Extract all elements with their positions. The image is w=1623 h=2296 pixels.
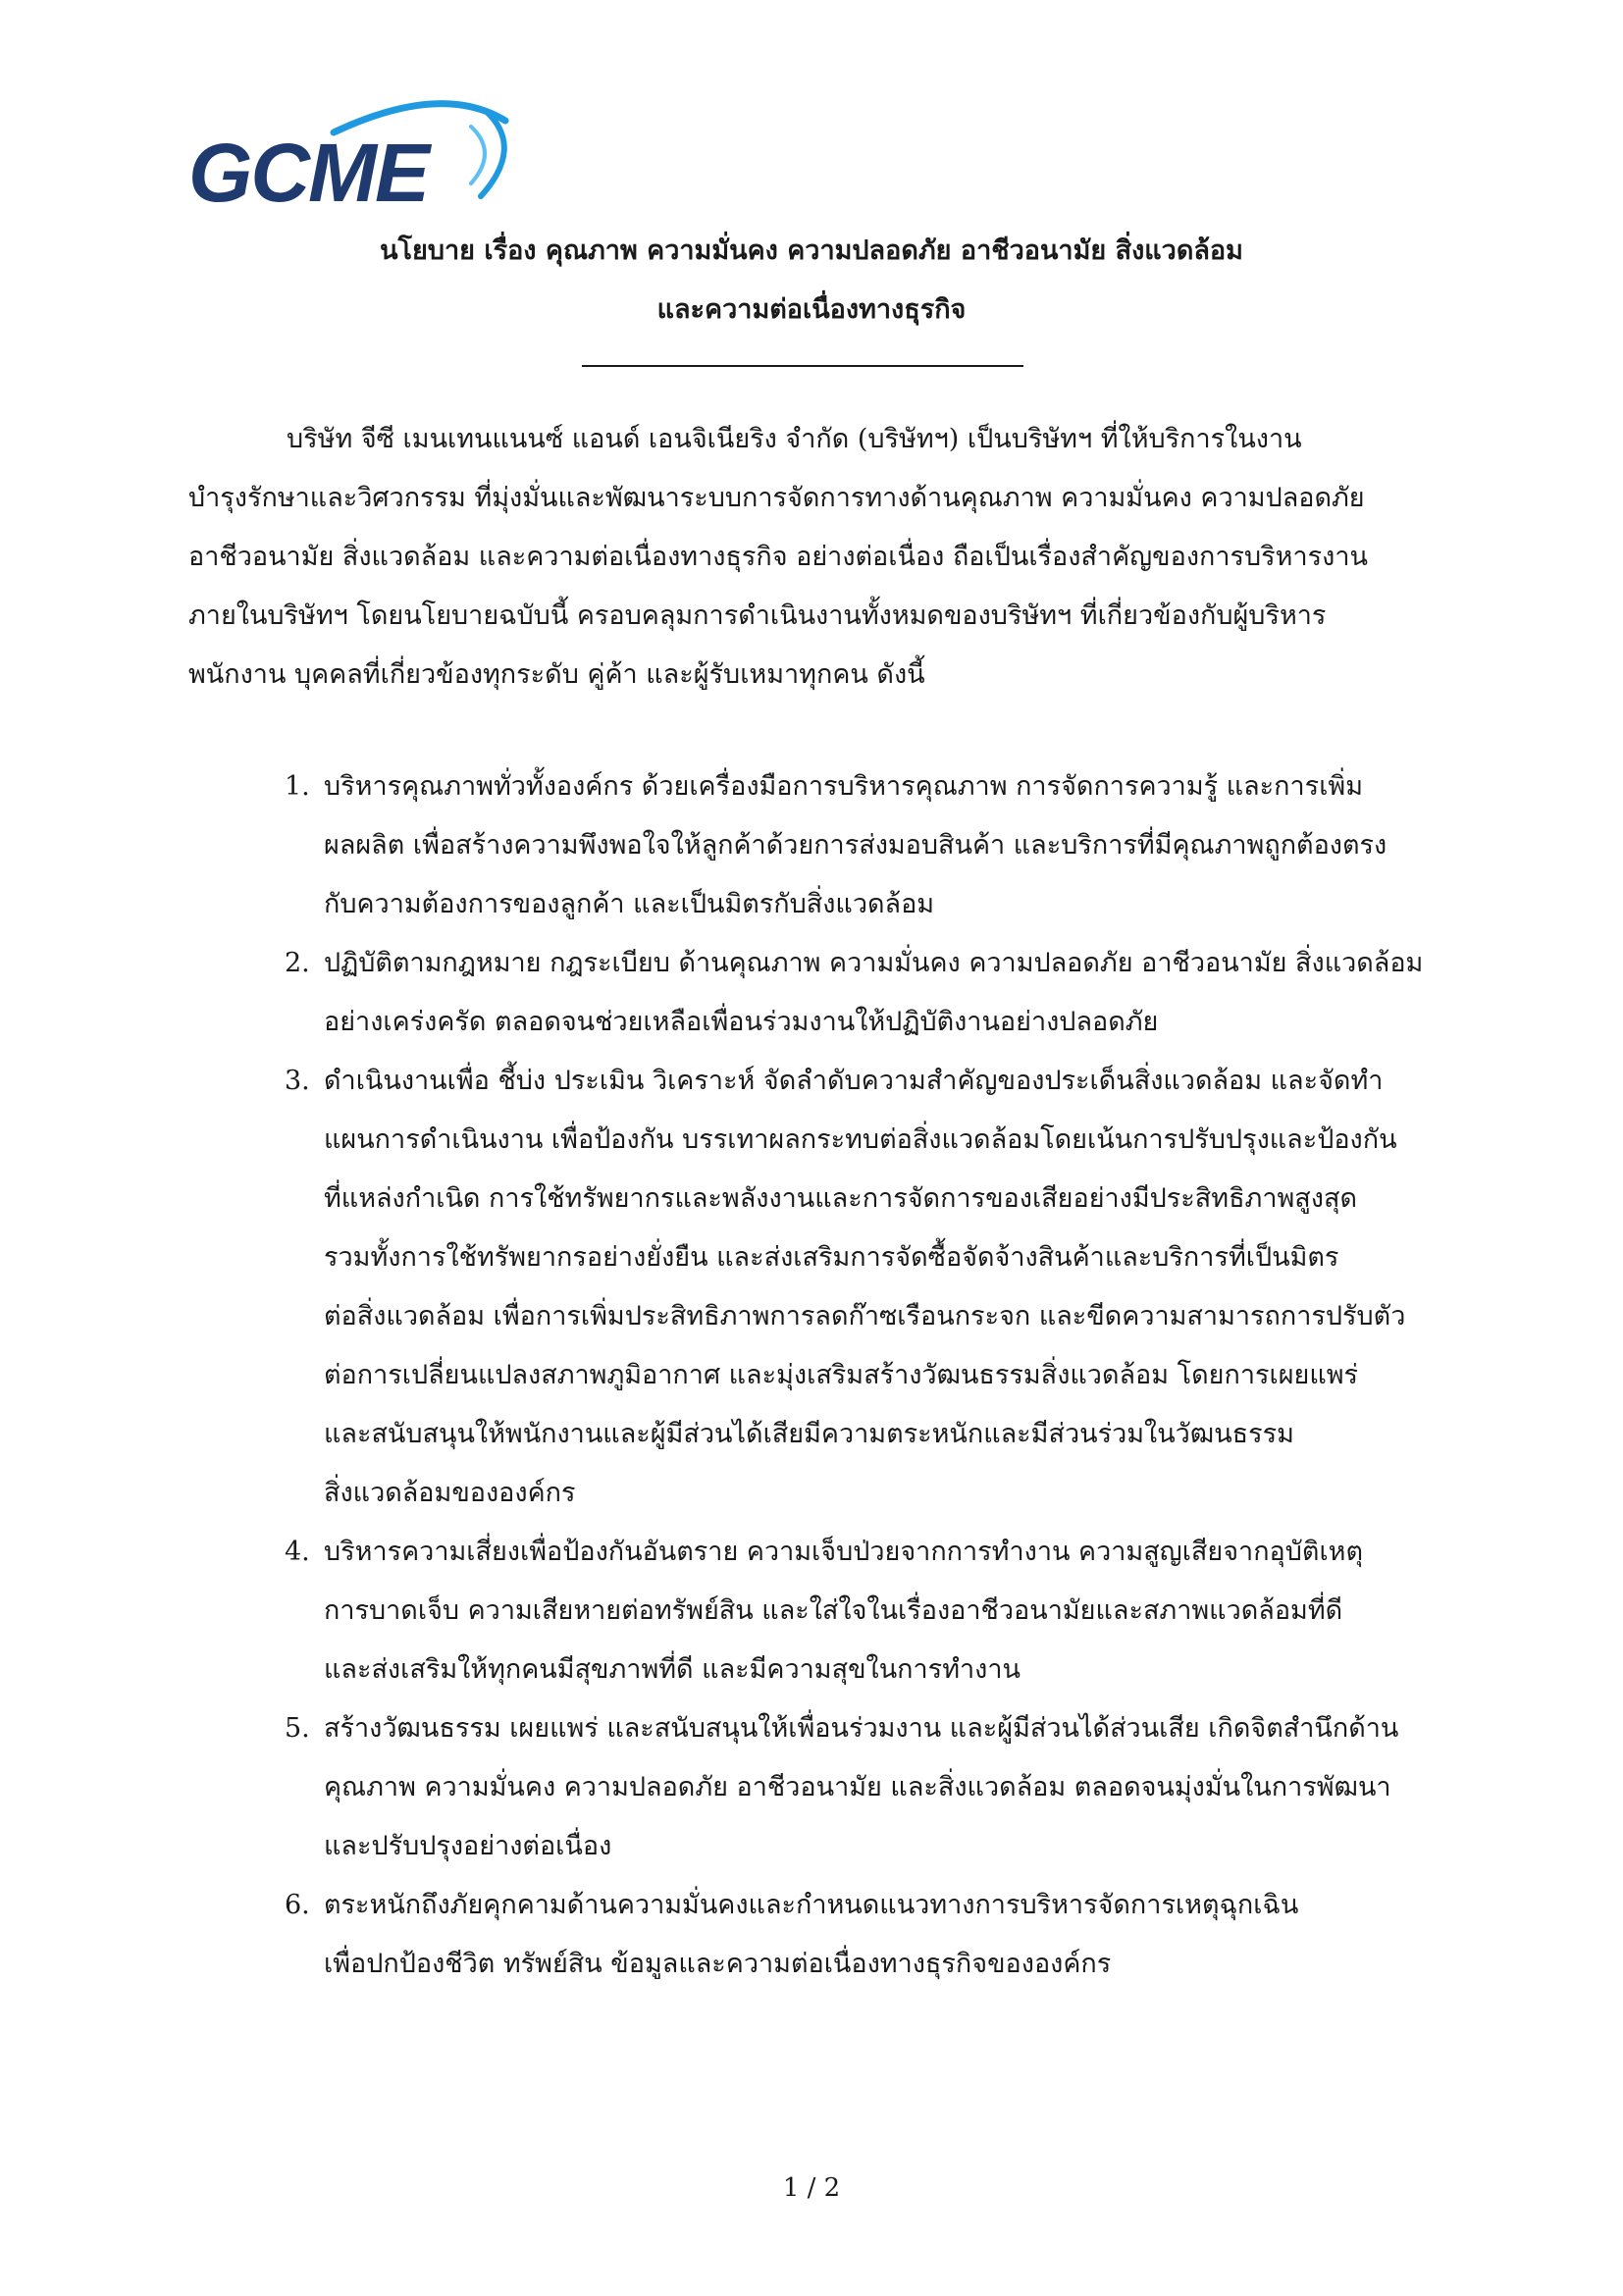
intro-line: บำรุงรักษาและวิศวกรรม ที่มุ่งมั่นและพัฒนาระบบการจัดการทางด้านคุณภาพ ความมั่นคง ความปลอดภัย	[188, 483, 1365, 513]
item-line: เพื่อปกป้องชีวิต ทรัพย์สิน ข้อมูลและความต่อเนื่องทางธุรกิจขององค์กร	[324, 1949, 1112, 1979]
svg-text:GCME: GCME	[188, 127, 428, 216]
item-line: อย่างเคร่งครัด ตลอดจนช่วยเหลือเพื่อนร่วมงานให้ปฏิบัติงานอย่างปลอดภัย	[324, 1007, 1159, 1037]
item-number: 5.	[285, 1713, 310, 1744]
item-number: 1.	[285, 771, 310, 802]
item-line: คุณภาพ ความมั่นคง ความปลอดภัย อาชีวอนามัย และสิ่งแวดล้อม ตลอดจนมุ่งมั่นในการพัฒนา	[324, 1772, 1391, 1802]
item-line: ต่อสิ่งแวดล้อม เพื่อการเพิ่มประสิทธิภาพการลดก๊าซเรือนกระจก และขีดความสามารถการปรับตัว	[324, 1301, 1406, 1331]
item-line: การบาดเจ็บ ความเสียหายต่อทรัพย์สิน และใส่ใจในเรื่องอาชีวอนามัยและสภาพแวดล้อมที่ดี	[324, 1595, 1343, 1626]
policy-item	[285, 1699, 1462, 1876]
policy-item	[285, 1052, 1462, 1523]
item-line: ต่อการเปลี่ยนแปลงสภาพภูมิอากาศ และมุ่งเสริมสร้างวัฒนธรรมสิ่งแวดล้อม โดยการเผยแพร่	[324, 1360, 1359, 1390]
item-number: 3.	[285, 1066, 310, 1096]
item-line: ที่แหล่งกำเนิด การใช้ทรัพยากรและพลังงานและการจัดการของเสียอย่างมีประสิทธิภาพสูงสุด	[324, 1183, 1357, 1214]
page-number: 1 / 2	[782, 2173, 841, 2203]
item-number: 4.	[285, 1537, 310, 1567]
item-line: ผลผลิต เพื่อสร้างความพึงพอใจให้ลูกค้าด้วยการส่งมอบสินค้า และบริการที่มีคุณภาพถูกต้องตรง	[324, 830, 1387, 861]
item-line: แผนการดำเนินงาน เพื่อป้องกัน บรรเทาผลกระทบต่อสิ่งแวดล้อมโดยเน้นการปรับปรุงและป้องกัน	[324, 1124, 1397, 1155]
item-line: บริหารคุณภาพทั่วทั้งองค์กร ด้วยเครื่องมือการบริหารคุณภาพ การจัดการความรู้ และการเพิ่ม	[324, 771, 1364, 802]
item-line: รวมทั้งการใช้ทรัพยากรอย่างยั่งยืน และส่งเสริมการจัดซื้อจัดจ้างสินค้าและบริการที่เป็นมิตร	[324, 1242, 1339, 1273]
intro-paragraph	[188, 410, 1454, 704]
document-title-line-2: และความต่อเนื่องทางธุรกิจ	[656, 294, 967, 325]
intro-line: พนักงาน บุคคลที่เกี่ยวข้องทุกระดับ คู่ค้า และผู้รับเหมาทุกคน ดังนี้	[188, 659, 925, 690]
document-title-line-1: นโยบาย เรื่อง คุณภาพ ความมั่นคง ความปลอดภัย อาชีวอนามัย สิ่งแวดล้อม	[380, 235, 1243, 266]
title-underline	[582, 365, 1023, 367]
policy-list	[285, 757, 1462, 1994]
intro-line: ภายในบริษัทฯ โดยนโยบายฉบับนี้ ครอบคลุมการดำเนินงานทั้งหมดของบริษัทฯ ที่เกี่ยวข้องกับผู้บริหาร	[188, 600, 1327, 631]
item-line: และปรับปรุงอย่างต่อเนื่อง	[324, 1831, 612, 1861]
intro-line: อาชีวอนามัย สิ่งแวดล้อม และความต่อเนื่องทางธุรกิจ อย่างต่อเนื่อง ถือเป็นเรื่องสำคัญของการบริหารงาน	[188, 542, 1368, 572]
item-line: สร้างวัฒนธรรม เผยแพร่ และสนับสนุนให้เพื่อนร่วมงาน และผู้มีส่วนได้ส่วนเสีย เกิดจิตสำนึกด้าน	[324, 1713, 1399, 1744]
policy-item	[285, 757, 1462, 934]
item-line: และสนับสนุนให้พนักงานและผู้มีส่วนได้เสียมีความตระหนักและมีส่วนร่วมในวัฒนธรรม	[324, 1419, 1294, 1449]
item-line: สิ่งแวดล้อมขององค์กร	[324, 1478, 576, 1508]
policy-item	[285, 1523, 1462, 1699]
item-line: ตระหนักถึงภัยคุกคามด้านความมั่นคงและกำหนดแนวทางการบริหารจัดการเหตุฉุกเฉิน	[324, 1890, 1299, 1920]
item-line: ดำเนินงานเพื่อ ชี้บ่ง ประเมิน วิเคราะห์ จัดลำดับความสำคัญของประเด็นสิ่งแวดล้อม และจัดทำ	[324, 1066, 1384, 1096]
intro-line: บริษัท จีซี เมนเทนแนนซ์ แอนด์ เอนจิเนียริง จำกัด (บริษัทฯ) เป็นบริษัทฯ ที่ให้บริการในงาน	[287, 424, 1302, 454]
item-line: กับความต้องการของลูกค้า และเป็นมิตรกับสิ่งแวดล้อม	[324, 889, 935, 919]
item-line: บริหารความเสี่ยงเพื่อป้องกันอันตราย ความเจ็บป่วยจากการทำงาน ความสูญเสียจากอุบัติเหตุ	[324, 1537, 1363, 1567]
item-number: 2.	[285, 948, 310, 978]
item-line: และส่งเสริมให้ทุกคนมีสุขภาพที่ดี และมีความสุขในการทำงาน	[324, 1654, 1021, 1685]
item-number: 6.	[285, 1890, 310, 1920]
gcme-logo	[186, 93, 520, 216]
policy-item	[285, 934, 1462, 1052]
item-line: ปฏิบัติตามกฎหมาย กฎระเบียบ ด้านคุณภาพ ความมั่นคง ความปลอดภัย อาชีวอนามัย สิ่งแวดล้อม	[324, 948, 1424, 978]
policy-item	[285, 1876, 1462, 1994]
